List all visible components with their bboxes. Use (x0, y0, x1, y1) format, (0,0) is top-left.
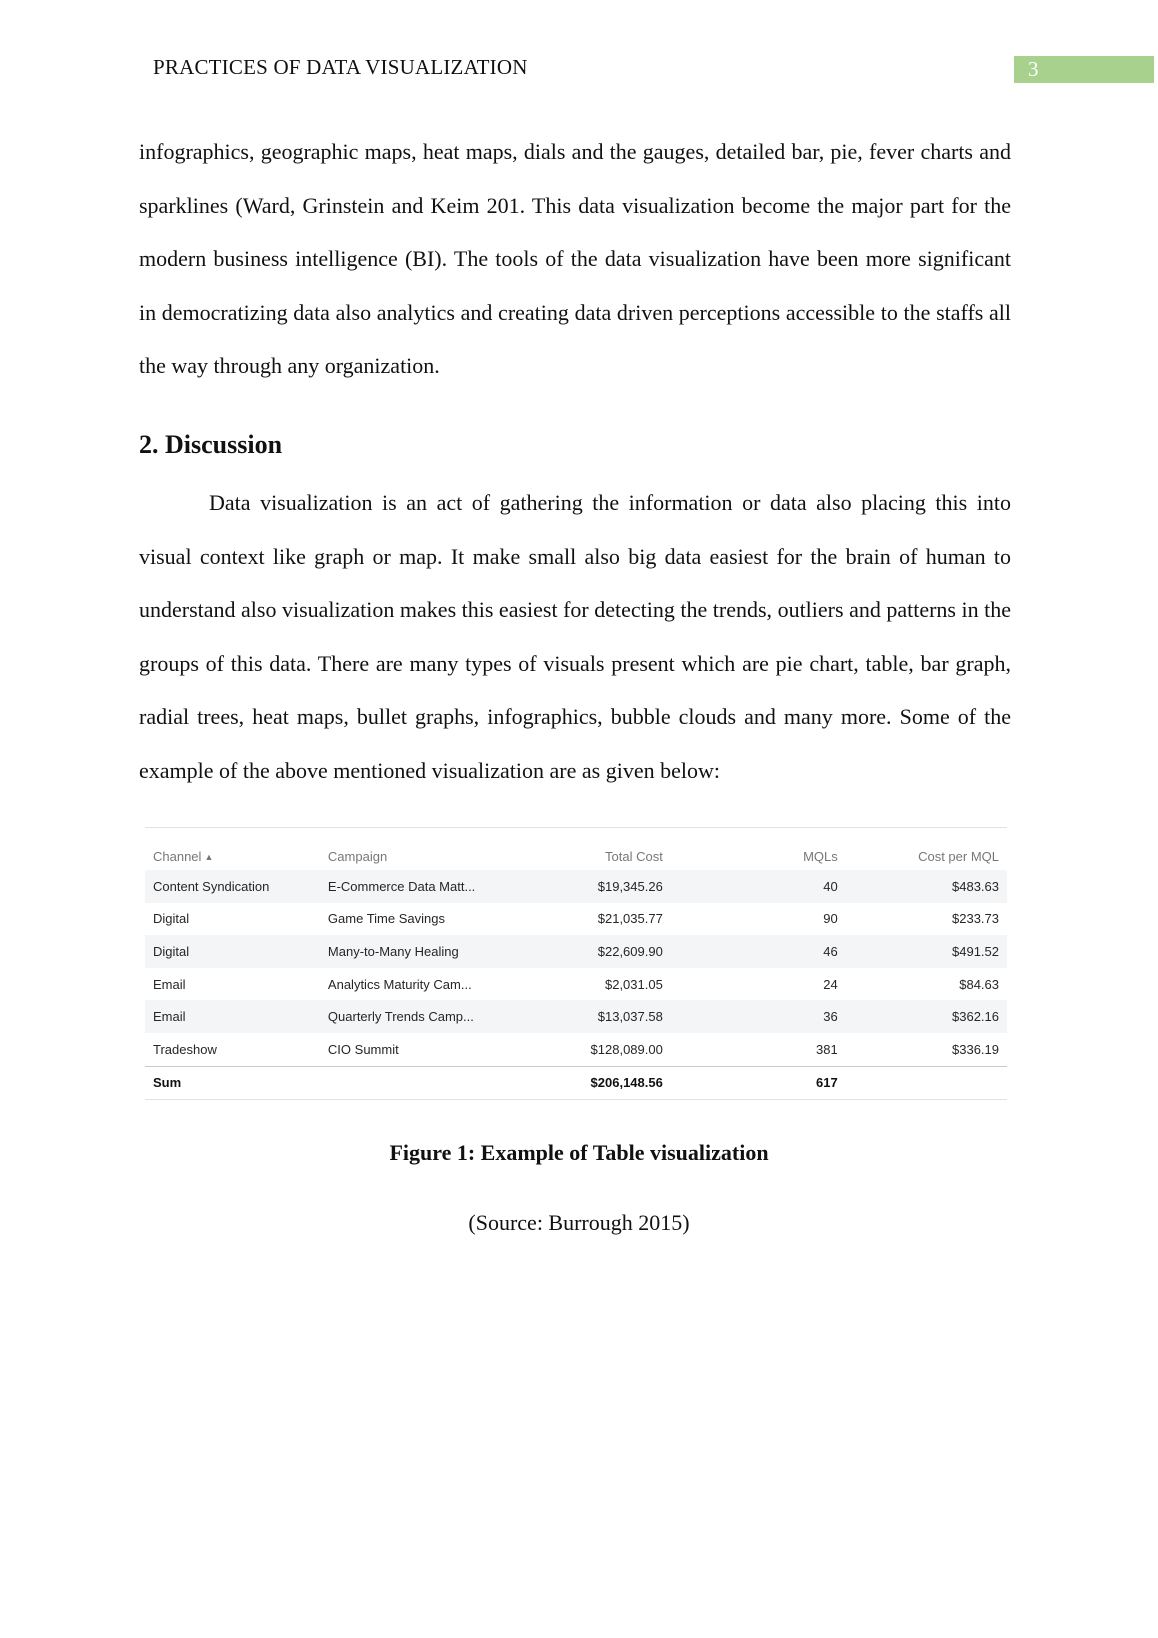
cell-mqls: 40 (823, 878, 838, 894)
page-number: 3 (1014, 56, 1154, 83)
cell-channel: Email (153, 976, 186, 992)
body-paragraph-1: infographics, geographic maps, heat maps, dials and the gauges, detailed bar, pie, fever charts and sparklines (Ward, Grinstein and Keim 201. This data visualization become the major part for the modern business intelligence (BI). The tools of the data visualization have been more significant in democratizing data also analytics and creating data driven perceptions accessible to the staffs all the way through any organization. (139, 139, 1011, 378)
table-row (145, 968, 1007, 1001)
cell-campaign: Many-to-Many Healing (327, 943, 459, 959)
cell-total-cost: $19,345.26 (597, 878, 663, 894)
column-header-channel[interactable]: Channel ▲ (153, 848, 214, 864)
cell-cost-per-mql: $336.19 (952, 1041, 999, 1057)
table-row (145, 870, 1007, 903)
table-top-rule (145, 827, 1007, 828)
cell-channel: Tradeshow (153, 1041, 217, 1057)
total-campaign-empty (320, 1066, 552, 1100)
cell-mqls: 36 (823, 1009, 838, 1025)
column-header-mqls[interactable]: MQLs (803, 848, 838, 864)
cell-channel: Digital (153, 911, 190, 927)
cell-campaign: Quarterly Trends Camp... (327, 1009, 474, 1025)
cell-total-cost: $2,031.05 (604, 976, 663, 992)
column-header-total-cost[interactable]: Total Cost (605, 848, 663, 864)
cell-channel: Email (153, 1009, 186, 1025)
table-header-row (145, 842, 1007, 870)
cell-cost-per-mql: $483.63 (952, 878, 999, 894)
figure-caption: Figure 1: Example of Table visualization (389, 1140, 769, 1165)
cell-campaign: Game Time Savings (327, 911, 445, 927)
section-heading: 2. Discussion (139, 430, 283, 459)
figure-table (145, 827, 1007, 1100)
figure-source: (Source: Burrough 2015) (468, 1210, 690, 1235)
total-label: Sum (145, 1066, 320, 1100)
table-row (145, 1000, 1007, 1033)
cell-cost-per-mql: $362.16 (952, 1009, 999, 1025)
cell-campaign: CIO Summit (327, 1041, 399, 1057)
cell-total-cost: $128,089.00 (590, 1041, 663, 1057)
cell-cost-per-mql: $233.73 (952, 911, 999, 927)
sort-ascending-icon: ▲ (204, 851, 214, 862)
cell-total-cost: $13,037.58 (597, 1009, 663, 1025)
table-row (145, 935, 1007, 968)
cell-campaign: Analytics Maturity Cam... (327, 976, 472, 992)
table-row (145, 1033, 1007, 1066)
cell-channel: Digital (153, 943, 190, 959)
total-mqls-sum: 617 (671, 1066, 846, 1100)
cell-mqls: 24 (823, 976, 838, 992)
cell-cost-per-mql: $491.52 (952, 943, 999, 959)
cell-mqls: 381 (816, 1041, 838, 1057)
cell-total-cost: $22,609.90 (597, 943, 663, 959)
table-total-row (145, 1066, 1007, 1100)
running-head-title: PRACTICES OF DATA VISUALIZATION (153, 55, 528, 79)
total-cost-per-mql-empty (846, 1066, 1007, 1100)
total-cost-sum: $206,148.56 (552, 1066, 671, 1100)
cell-channel: Content Syndication (153, 878, 270, 894)
cell-campaign: E-Commerce Data Matt... (327, 878, 476, 894)
body-paragraph-2: Data visualization is an act of gathering the information or data also placing this into visual context like graph or map. It make small also big data easiest for the brain of human to understand also visualization makes this easiest for detecting the trends, outliers and patterns in the groups of this data. There are many types of visuals present which are pie chart, table, bar graph, radial trees, heat maps, bullet graphs, infographics, bubble clouds and many more. Some of the example of the above mentioned visualization are as given below: (139, 490, 1011, 783)
cell-total-cost: $21,035.77 (597, 911, 663, 927)
cell-cost-per-mql: $84.63 (959, 976, 999, 992)
data-table (145, 842, 1007, 1100)
cell-mqls: 46 (823, 943, 838, 959)
column-header-cost-per-mql[interactable]: Cost per MQL (918, 848, 999, 864)
table-row (145, 903, 1007, 936)
cell-mqls: 90 (823, 911, 838, 927)
column-header-campaign[interactable]: Campaign (327, 848, 388, 864)
